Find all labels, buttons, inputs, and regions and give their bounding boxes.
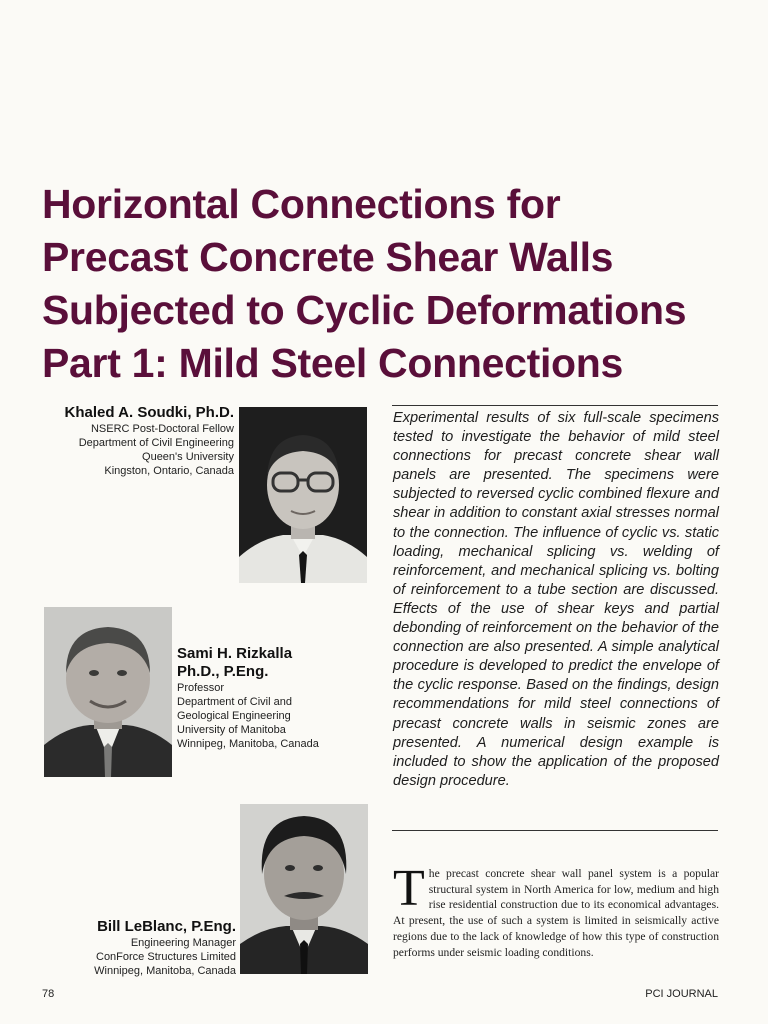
article-title (42, 178, 742, 390)
author-3-location: Winnipeg, Manitoba, Canada (94, 965, 236, 977)
abstract: Experimental results of six full-scale specimens tested to investigate the behavior of mild steel connections for precast concrete shear wall panels are presented. The specimens were subjected to reversed cyclic combined flexure and shear in addition to constant axial stresses normal to the connection. The influence of cyclic vs. static loading, mechanical splicing vs. welding of reinforcement, and mechanical splicing vs. bolting of reinforcement to a tube section are discussed. Effects of the use of shear keys and partial debonding of reinforcement on the behavior of the connection are also presented. A simple analytical procedure is developed to predict the envelope of the cyclic response. Based on the findings, design recommendations for mild steel connections of precast concrete walls in seismic zones are presented. A numerical design example is included to show the application of the proposed design procedure. (393, 410, 719, 789)
body-paragraph (393, 860, 719, 960)
title-line: Precast Concrete Shear Walls (42, 234, 614, 280)
author-1-department: Department of Civil Engineering (78, 437, 234, 449)
author-2-department: Department of Civil and (177, 696, 292, 708)
body-text: he precast concrete shear wall panel system is a popular structural system in North America for low, medium and high rise residential construction due to its economical advantages. At present, the use of such a system is limited in seismically active regions due to the lack of knowledge of how this type of construction performs under seismic loading conditions. (393, 867, 719, 959)
author-3-photo (240, 804, 368, 974)
title-line: Subjected to Cyclic Deformations (42, 287, 687, 333)
abstract-top-rule (392, 405, 718, 406)
author-1-photo (239, 407, 367, 583)
author-2-university: University of Manitoba (177, 724, 286, 736)
author-2-location: Winnipeg, Manitoba, Canada (177, 738, 319, 750)
author-2-department-cont: Geological Engineering (177, 710, 291, 722)
author-3-info (94, 918, 236, 978)
author-2-info (177, 645, 319, 751)
author-1-university: Queen's University (142, 451, 234, 463)
author-1-position: NSERC Post-Doctoral Fellow (90, 423, 234, 435)
author-1-location: Kingston, Ontario, Canada (104, 465, 234, 477)
title-line: Horizontal Connections for (42, 181, 561, 227)
author-2-degrees: Ph.D., P.Eng. (177, 663, 269, 680)
author-1-info (65, 404, 234, 478)
author-3-name: Bill LeBlanc, P.Eng. (97, 918, 236, 935)
page-number: 78 (42, 988, 55, 1000)
author-3-company: ConForce Structures Limited (96, 951, 236, 963)
author-1-name: Khaled A. Soudki, Ph.D. (64, 404, 234, 421)
journal-name: PCI JOURNAL (645, 988, 718, 1000)
author-3-position: Engineering Manager (130, 937, 236, 949)
title-line: Part 1: Mild Steel Connections (42, 340, 624, 386)
author-2-name: Sami H. Rizkalla (177, 645, 293, 662)
abstract-bottom-rule (392, 830, 718, 831)
author-2-photo (44, 607, 172, 777)
drop-cap: T (393, 860, 425, 917)
author-2-position: Professor (177, 682, 225, 694)
